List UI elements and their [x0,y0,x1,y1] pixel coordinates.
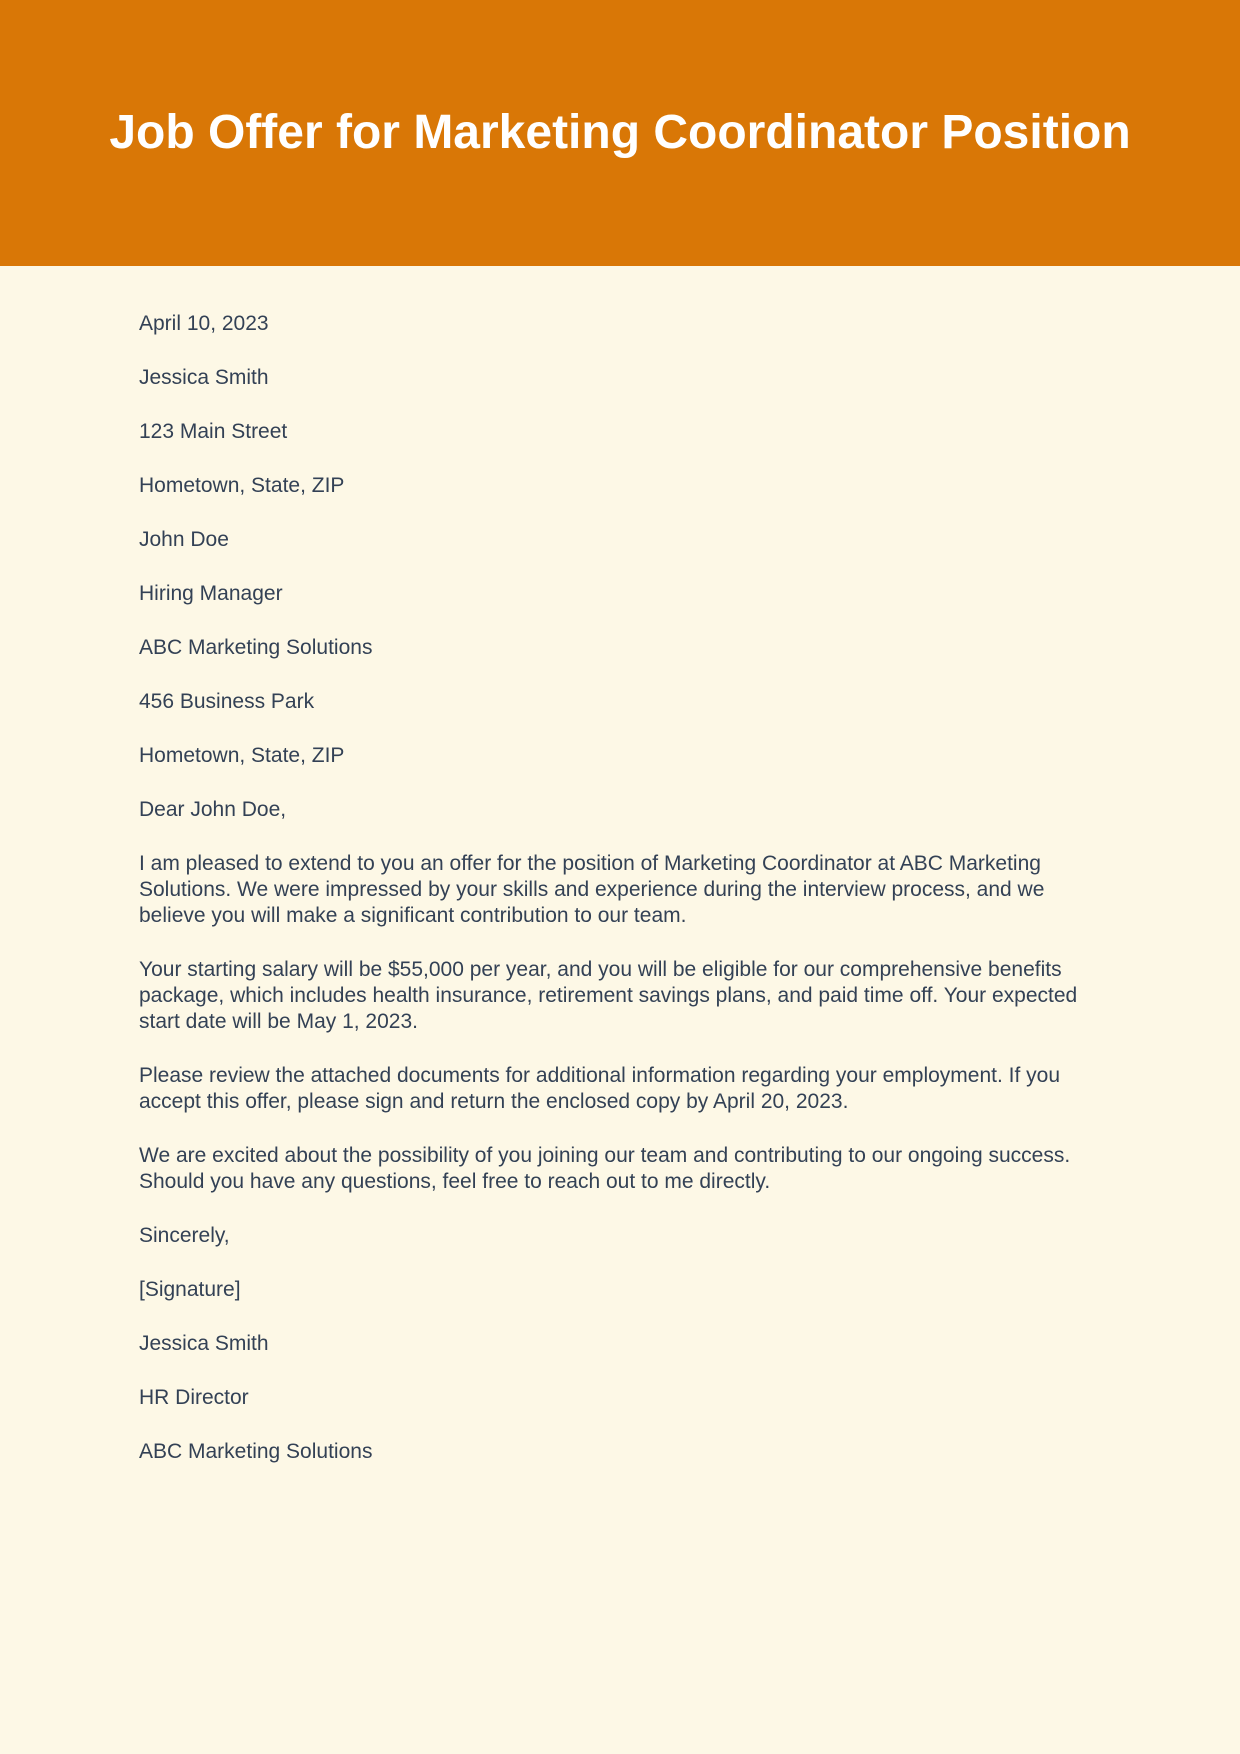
page-title: Job Offer for Marketing Coordinator Position [109,105,1131,159]
recipient-name: John Doe [139,528,229,551]
sender-city: Hometown, State, ZIP [139,474,345,497]
recipient-title: Hiring Manager [139,582,283,605]
sender-street: 123 Main Street [139,420,288,443]
date-line: April 10, 2023 [139,312,269,335]
body-paragraph-documents: Please review the attached documents for additional information regarding your employment. If you accept this offer, please sign and return the enclosed copy by April 20, 2023. [139,1064,1061,1113]
signer-company: ABC Marketing Solutions [139,1440,373,1463]
recipient-street: 456 Business Park [139,690,315,713]
body-paragraph-closing-note: We are excited about the possibility of you joining our team and contributing to our ongoing success. Should you have any questions, feel free to reach out to me directly. [139,1144,1071,1193]
signer-name: Jessica Smith [139,1332,269,1355]
letter-header-banner [0,0,1240,266]
sender-name: Jessica Smith [139,366,269,389]
recipient-city: Hometown, State, ZIP [139,744,345,767]
signer-title: HR Director [139,1386,249,1409]
signature-placeholder: [Signature] [139,1278,241,1301]
recipient-company: ABC Marketing Solutions [139,636,373,659]
body-paragraph-salary: Your starting salary will be $55,000 per year, and you will be eligible for our comprehensive benefits package, which includes health insurance, retirement savings plans, and paid time off. Your expected start date will be May 1, 2023. [139,958,1078,1033]
body-paragraph-offer: I am pleased to extend to you an offer for the position of Marketing Coordinator at ABC Marketing Solutions. We were impressed by your skills and experience during the interview process, and we believe you will make a significant contribution to our team. [139,852,1045,927]
letter-body [0,266,1240,1573]
salutation: Dear John Doe, [139,798,287,821]
closing-line: Sincerely, [139,1224,230,1247]
